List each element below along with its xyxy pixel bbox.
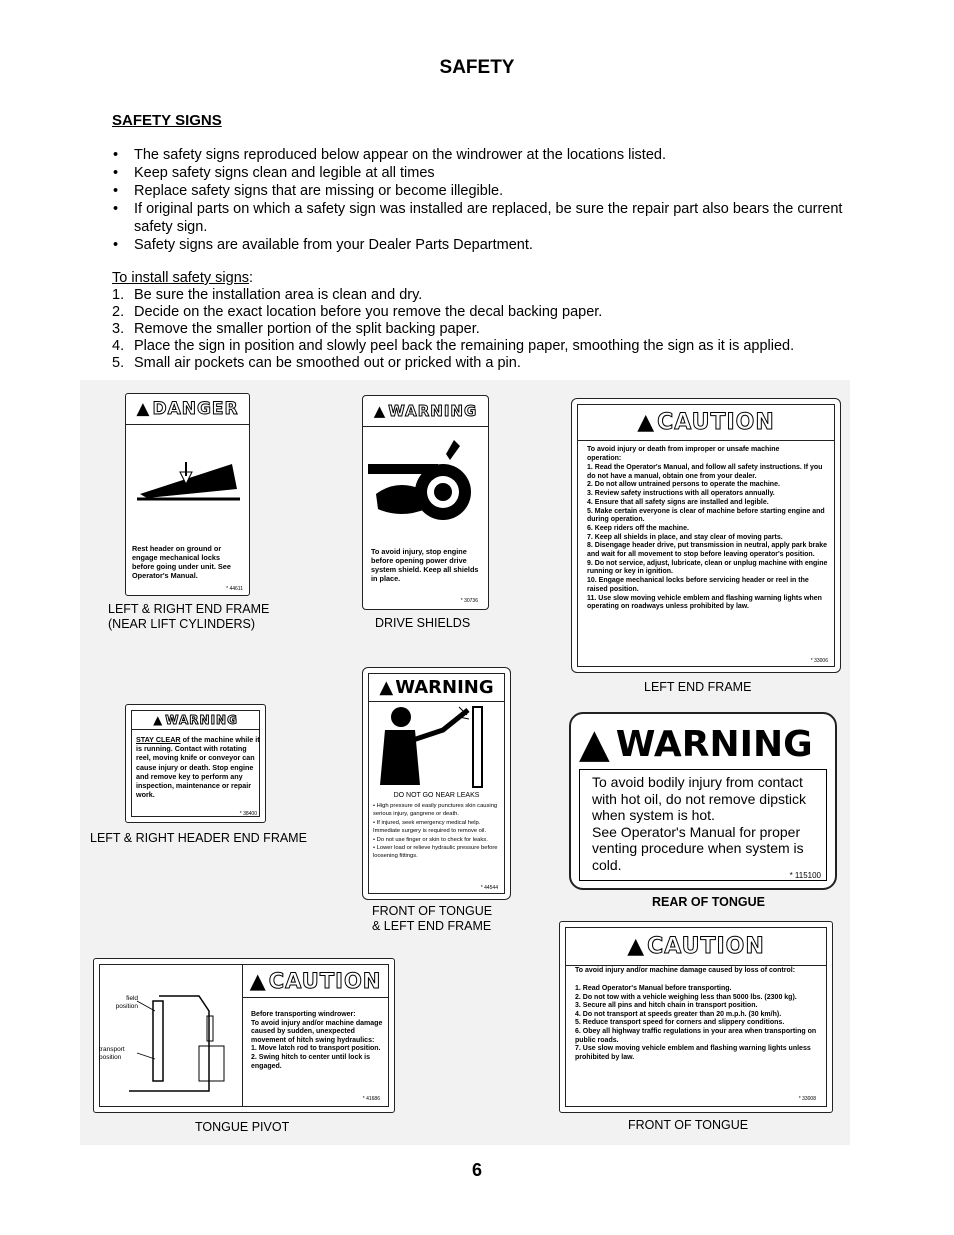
- label-transport: transport position: [99, 1046, 125, 1061]
- sign-header: ▲ WARNING: [368, 673, 505, 702]
- list-item: 3. Secure all pins and hitch chain in transport position.: [575, 1002, 758, 1010]
- sign-intro: To avoid injury or death from improper or unsafe machine operation:: [587, 446, 780, 462]
- list-item: 2. Do not allow untrained persons to operate the machine.: [587, 481, 780, 489]
- caption: REAR OF TONGUE: [652, 895, 765, 909]
- caption: FRONT OF TONGUE: [628, 1118, 749, 1132]
- sign-list: [373, 802, 501, 861]
- list-item: 6. Keep riders off the machine.: [587, 524, 689, 532]
- list-item: 6. Obey all highway traffic regulations in your area when transporting on public roads.: [575, 1027, 817, 1044]
- caution-left-sign: [571, 398, 841, 673]
- section-heading: SAFETY SIGNS: [112, 112, 222, 129]
- list-item: • Replace safety signs that are missing or become illegible.: [112, 183, 872, 201]
- caption: LEFT & RIGHT HEADER END FRAME: [90, 831, 307, 845]
- tongue-pivot-diagram: [101, 971, 241, 1101]
- install-heading: To install safety signs:: [112, 270, 254, 286]
- list-item: 5. Make certain everyone is clear of machine before starting engine and during operation.: [587, 507, 825, 524]
- caution-front-sign: [559, 921, 833, 1113]
- sign-header: ▲ CAUTION: [243, 965, 388, 998]
- danger-sign: [125, 393, 250, 596]
- part-number: * 41686: [362, 1096, 380, 1102]
- list-item: • The safety signs reproduced below appear on the windrower at the locations listed.: [112, 147, 872, 165]
- sign-subhead: DO NOT GO NEAR LEAKS: [393, 792, 480, 799]
- warning-triangle-icon: ▲: [373, 402, 387, 420]
- sign-header: ▲ WARNING: [131, 710, 260, 730]
- part-number: * 44611: [226, 586, 243, 592]
- list-item: • If original parts on which a safety sign was installed are replaced, be sure the repair part also bears the current safety sign.: [112, 201, 872, 236]
- part-number: * 33006: [810, 658, 828, 664]
- list-item: 5. Reduce transport speed for corners and slippery conditions.: [575, 1019, 785, 1027]
- list-item: • If injured, seek emergency medical help. Immediate surgery is required to remove oil.: [373, 819, 487, 835]
- caption: FRONT OF TONGUE & LEFT END FRAME: [372, 904, 493, 933]
- warning-drive-sign: [362, 395, 489, 610]
- list-item: 2. Decide on the exact location before you remove the decal backing paper.: [112, 304, 603, 320]
- label-field: field position: [115, 995, 138, 1010]
- list-item: 4. Ensure that all safety signs are installed and legible.: [587, 498, 769, 506]
- warning-triangle-icon: ▲: [136, 399, 151, 419]
- list-item: • Lower load or relieve hydraulic pressure before loosening fittings.: [373, 845, 498, 860]
- header-crush-icon: [132, 454, 242, 514]
- sign-text: To avoid bodily injury from contact with hot oil, do not remove dipstick when system is hot. See Operator's Manual for proper venting procedure when system is cold.: [592, 774, 806, 873]
- page-title: SAFETY: [439, 57, 515, 78]
- sign-text: STAY CLEAR of the machine while it is running. Contact with rotating reel, moving knife or conveyor can cause injury or death. Stop engine and remove key to perform any inspection, maintenance or repair work.: [136, 735, 260, 800]
- sign-text: Before transporting windrower: To avoid injury and/or machine damage caused by sudden, unexpected movement of hitch swing hydraulics: 1. Move latch rod to transport position. 2. Swing hitch to center until lock is engaged.: [251, 1011, 386, 1071]
- warning-triangle-icon: ▲: [637, 410, 656, 435]
- list-item: 1. Be sure the installation area is clean and dry.: [112, 287, 423, 303]
- part-number: * 33008: [798, 1096, 816, 1102]
- list-item: • High pressure oil easily punctures skin causing serious injury, gangrene or death.: [373, 803, 498, 818]
- list-item: 9. Do not service, adjust, lubricate, clean or unplug machine with engine running or key in ignition.: [587, 559, 828, 576]
- list-item: 1. Move latch rod to transport position.: [251, 1045, 381, 1053]
- sign-header: ▲ WARNING: [363, 396, 488, 427]
- part-number: * 38400: [239, 811, 257, 817]
- list-item: • Safety signs are available from your Dealer Parts Department.: [112, 237, 872, 255]
- warning-triangle-icon: ▲: [153, 712, 164, 727]
- list-item: 5. Small air pockets can be smoothed out or pricked with a pin.: [112, 355, 521, 371]
- drive-shield-icon: [368, 434, 483, 544]
- list-item: 2. Do not tow with a vehicle weighing less than 5000 lbs. (2300 kg).: [575, 993, 797, 1001]
- list-item: 4. Place the sign in position and slowly peel back the remaining paper, smoothing the sign as it is applied.: [112, 338, 795, 354]
- warning-triangle-icon: ▲: [579, 721, 610, 767]
- list-item: 2. Swing hitch to center until lock is engaged.: [251, 1053, 371, 1070]
- list-item: 10. Engage mechanical locks before servicing header or reel in the raised position.: [587, 577, 809, 593]
- sign-header: ▲ DANGER: [126, 394, 249, 425]
- list-item: 1. Read Operator's Manual before transporting.: [575, 985, 732, 992]
- install-steps: [112, 287, 872, 372]
- list-item: 3. Remove the smaller portion of the split backing paper.: [112, 321, 480, 337]
- sign-textbox: [579, 769, 827, 881]
- list-item: 7. Use slow moving vehicle emblem and flashing warning lights unless prohibited by law.: [575, 1045, 811, 1061]
- caption: LEFT & RIGHT END FRAME (NEAR LIFT CYLINDERS): [108, 602, 270, 631]
- sign-text: To avoid injury, stop engine before opening power drive system shield. Keep all shields in place.: [371, 547, 479, 583]
- list-item: • Keep safety signs clean and legible at all times: [112, 165, 872, 183]
- list-item: 8. Disengage header drive, put transmission in neutral, apply park brake and wait for all movement to stop before leaving operator's position.: [587, 542, 828, 559]
- warning-triangle-icon: ▲: [627, 934, 646, 959]
- sign-header: ▲ CAUTION: [566, 928, 826, 966]
- page-number: 6: [471, 1160, 482, 1180]
- caption: LEFT END FRAME: [644, 680, 752, 694]
- warning-triangle-icon: ▲: [379, 676, 394, 698]
- caution-pivot-sign: [93, 958, 395, 1113]
- sign-text: Rest header on ground or engage mechanical locks before going under unit. See Operator's Manual.: [132, 544, 231, 580]
- sign-intro: To avoid injury and/or machine damage caused by loss of control:: [575, 967, 796, 974]
- caption: DRIVE SHIELDS: [375, 616, 471, 630]
- list-item: 11. Use slow moving vehicle emblem and flashing warning lights when operating on roadways unless prohibited by law.: [587, 594, 822, 611]
- list-item: 4. Do not transport at speeds greater than 20 m.p.h. (30 km/h).: [575, 1010, 782, 1018]
- list-item: 3. Review safety instructions with all operators annually.: [587, 490, 775, 498]
- sign-header: ▲ CAUTION: [578, 405, 834, 441]
- warning-oil-sign: [362, 667, 511, 900]
- part-number: * 30736: [460, 598, 478, 604]
- list-item: • Do not use finger or skin to check for leaks.: [373, 836, 488, 843]
- warning-triangle-icon: ▲: [249, 969, 267, 993]
- list-item: 7. Keep all shields in place, and stay clear of moving parts.: [587, 533, 783, 541]
- bullet-list: [112, 147, 872, 255]
- list-item: 1. Read the Operator's Manual, and follow all safety instructions. If you do not have a manual, obtain one from your dealer.: [587, 464, 823, 480]
- warning-big-sign: [569, 712, 837, 890]
- part-number: * 115100: [789, 871, 821, 880]
- hydraulic-leak-icon: [373, 705, 503, 790]
- sign-list: [587, 464, 830, 612]
- sign-header: ▲ WARNING: [579, 721, 813, 767]
- caption: TONGUE PIVOT: [195, 1120, 290, 1134]
- warning-header-sign: [125, 704, 266, 823]
- sign-list: [575, 985, 820, 1062]
- part-number: * 44544: [480, 885, 498, 891]
